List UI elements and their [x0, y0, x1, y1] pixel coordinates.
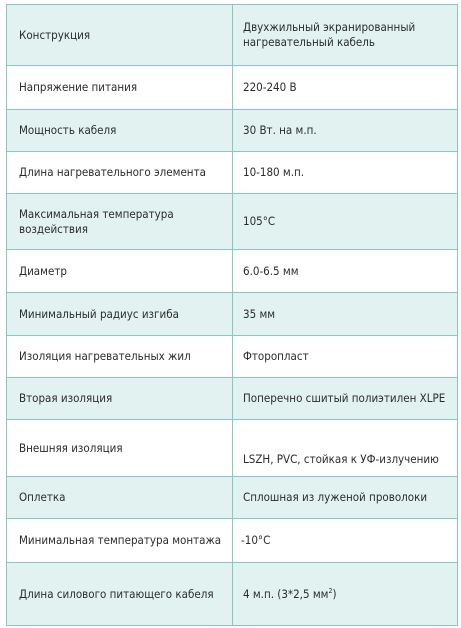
- row-label: Оплетка: [7, 477, 233, 519]
- table-row: [7, 66, 458, 110]
- row-value: LSZH, PVC, стойкая к УФ-излучению: [233, 420, 458, 477]
- table-row: [7, 420, 458, 477]
- table-row: [7, 250, 458, 293]
- row-value: [233, 563, 458, 626]
- row-label: Длина силового питающего кабеля: [7, 563, 233, 626]
- table-row: [7, 5, 458, 66]
- table-row: [7, 519, 458, 563]
- row-label: Конструкция: [7, 5, 233, 66]
- row-value: 10-180 м.п.: [233, 152, 458, 194]
- superscript: 2: [328, 586, 333, 595]
- row-value: 105°С: [233, 194, 458, 250]
- spec-table: [6, 4, 458, 626]
- value-text-end: ): [332, 586, 337, 601]
- row-value: Двухжильный экранированный нагревательный кабель: [233, 5, 458, 66]
- table-row: [7, 563, 458, 626]
- row-label: Изоляция нагревательных жил: [7, 336, 233, 378]
- table-row: [7, 477, 458, 519]
- row-label: Вторая изоляция: [7, 378, 233, 420]
- table-row: [7, 336, 458, 378]
- row-value: 6.0-6.5 мм: [233, 250, 458, 293]
- row-value: Сплошная из луженой проволоки: [233, 477, 458, 519]
- value-text: 4 м.п. (3*2,5 мм: [243, 586, 329, 601]
- row-label: Минимальная температура монтажа: [7, 519, 233, 563]
- row-label: Напряжение питания: [7, 66, 233, 110]
- table-row: [7, 110, 458, 152]
- row-label: Длина нагревательного элемента: [7, 152, 233, 194]
- table-row: [7, 378, 458, 420]
- table-row: [7, 152, 458, 194]
- row-value: 220-240 В: [233, 66, 458, 110]
- row-value: Фторопласт: [233, 336, 458, 378]
- row-label: Мощность кабеля: [7, 110, 233, 152]
- row-value: Поперечно сшитый полиэтилен XLPE: [233, 378, 458, 420]
- row-label: Максимальная температура воздействия: [7, 194, 233, 250]
- row-label: Минимальный радиус изгиба: [7, 293, 233, 336]
- row-label: Внешняя изоляция: [7, 420, 233, 477]
- row-value: -10°С: [233, 519, 458, 563]
- row-value: 35 мм: [233, 293, 458, 336]
- row-value: 30 Вт. на м.п.: [233, 110, 458, 152]
- table-row: [7, 194, 458, 250]
- row-label: Диаметр: [7, 250, 233, 293]
- table-row: [7, 293, 458, 336]
